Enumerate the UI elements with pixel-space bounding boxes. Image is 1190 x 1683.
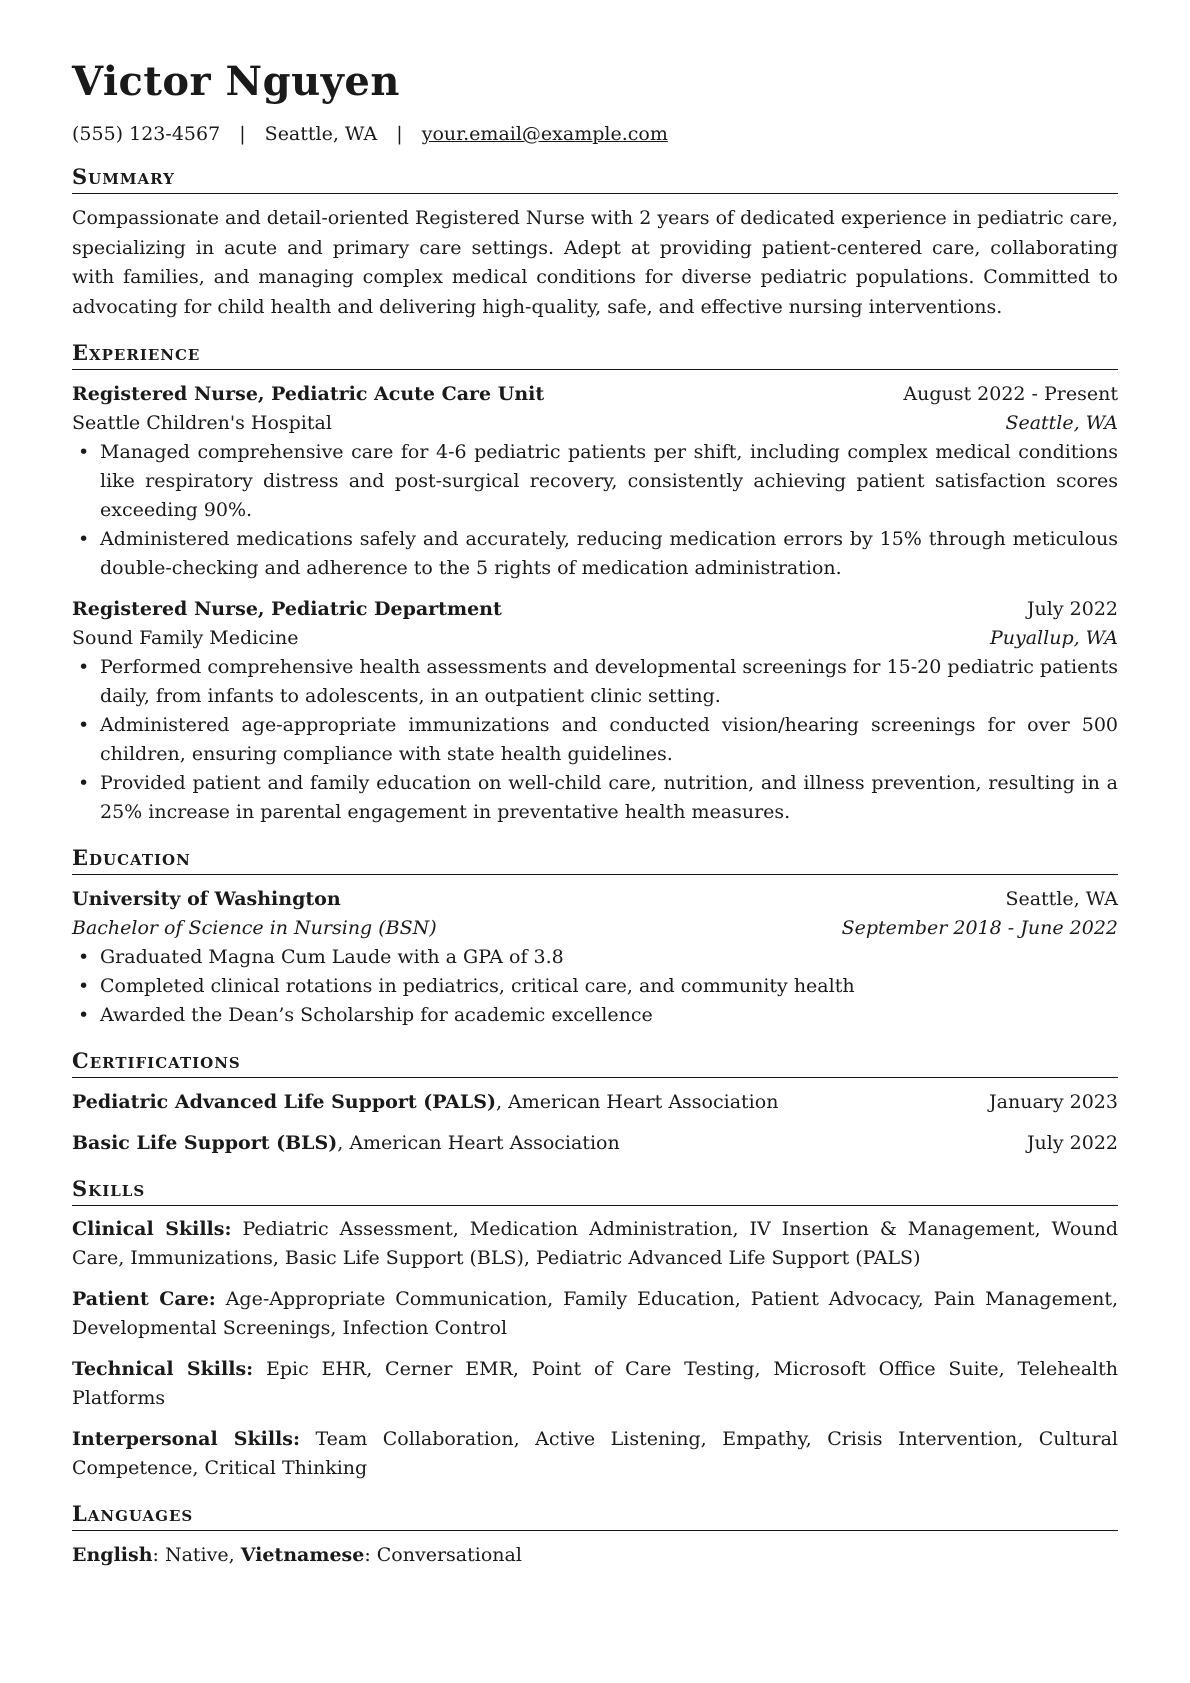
skill-group-text: Age-Appropriate Communication, Family Education, Patient Advocacy, Pain Management, Developmental Screenings, Infection Control [72, 1288, 1118, 1339]
certification-row [72, 1088, 1118, 1117]
language-name: Vietnamese [240, 1544, 365, 1566]
skill-group [72, 1355, 1118, 1413]
skill-group-label: Interpersonal Skills: [72, 1428, 300, 1450]
experience-entry [72, 595, 1118, 827]
section-title-certifications: Certifications [72, 1048, 1118, 1078]
skill-group [72, 1285, 1118, 1343]
education-bullets [72, 943, 1118, 1030]
school-name: University of Washington [72, 888, 341, 910]
list-item: • Administered age-appropriate immunizations and conducted vision/hearing screenings for over 500 children, ensuring compliance with state health guidelines. [72, 711, 1118, 769]
skill-group-label: Clinical Skills: [72, 1218, 232, 1240]
skill-group-label: Patient Care: [72, 1288, 216, 1310]
language-level: : Native [152, 1544, 229, 1566]
candidate-name: Victor Nguyen [72, 58, 400, 105]
language-level: : Conversational [364, 1544, 522, 1566]
job-location: Puyallup, WA [989, 627, 1118, 649]
languages-line [72, 1541, 1118, 1570]
certification-issuer: , American Heart Association [495, 1091, 779, 1113]
section-title-education: Education [72, 845, 1118, 875]
section-title-languages: Languages [72, 1501, 1118, 1531]
list-item: • Completed clinical rotations in pediatrics, critical care, and community health [72, 972, 1118, 1001]
section-title-experience: Experience [72, 340, 1118, 370]
contact-line [72, 122, 1118, 146]
skill-group-text: Epic EHR, Cerner EMR, Point of Care Testing, Microsoft Office Suite, Telehealth Platforms [72, 1358, 1118, 1409]
job-dates: August 2022 - Present [903, 383, 1118, 405]
job-employer: Seattle Children's Hospital [72, 412, 332, 434]
job-bullets [72, 438, 1118, 583]
skill-group-label: Technical Skills: [72, 1358, 254, 1380]
list-item: • Administered medications safely and accurately, reducing medication errors by 15% through meticulous double-checking and adherence to the 5 rights of medication administration. [72, 525, 1118, 583]
education-entry [72, 885, 1118, 1030]
job-role: Registered Nurse, Pediatric Department [72, 598, 502, 620]
summary-text: Compassionate and detail-oriented Registered Nurse with 2 years of dedicated experience in pediatric care, specializing in acute and primary care settings. Adept at providing patient-centered care, collaborating with families, and managing complex medical conditions for diverse pediatric populations. Committed to advocating for child health and delivering high-quality, safe, and effective nursing interventions. [72, 207, 1118, 318]
list-item: • Provided patient and family education on well-child care, nutrition, and illness prevention, resulting in a 25% increase in parental engagement in preventative health measures. [72, 769, 1118, 827]
contact-separator: | [239, 123, 246, 145]
job-location: Seattle, WA [1005, 412, 1118, 434]
email-link[interactable]: your.email@example.com [421, 123, 668, 145]
skill-group-text: Pediatric Assessment, Medication Administration, IV Insertion & Management, Wound Care, Immunizations, Basic Life Support (BLS), Pediatric Advanced Life Support (PALS) [72, 1218, 1118, 1269]
phone-number: (555) 123-4567 [72, 123, 221, 145]
education-dates: September 2018 - June 2022 [841, 917, 1118, 939]
certification-name: Pediatric Advanced Life Support (PALS) [72, 1091, 496, 1113]
certification-issuer: , American Heart Association [337, 1132, 620, 1154]
language-name: English [72, 1544, 153, 1566]
contact-separator: | [396, 123, 403, 145]
school-location: Seattle, WA [1005, 888, 1118, 910]
section-title-skills: Skills [72, 1176, 1118, 1206]
job-employer: Sound Family Medicine [72, 627, 299, 649]
skill-group [72, 1425, 1118, 1483]
job-role: Registered Nurse, Pediatric Acute Care Unit [72, 383, 545, 405]
skill-group [72, 1215, 1118, 1273]
list-item: • Graduated Magna Cum Laude with a GPA of 3.8 [72, 943, 1118, 972]
list-item: • Awarded the Dean’s Scholarship for academic excellence [72, 1001, 1118, 1030]
section-title-summary: Summary [72, 164, 1118, 194]
language-joiner: , [228, 1544, 241, 1566]
skill-group-text: Team Collaboration, Active Listening, Empathy, Crisis Intervention, Cultural Competence, Critical Thinking [72, 1428, 1118, 1479]
certification-row [72, 1129, 1118, 1158]
experience-entry [72, 380, 1118, 583]
degree: Bachelor of Science in Nursing (BSN) [72, 917, 437, 939]
certification-name: Basic Life Support (BLS) [72, 1132, 338, 1154]
job-bullets [72, 653, 1118, 827]
list-item: • Performed comprehensive health assessments and developmental screenings for 15-20 pediatric patients daily, from infants to adolescents, in an outpatient clinic setting. [72, 653, 1118, 711]
list-item: • Managed comprehensive care for 4-6 pediatric patients per shift, including complex medical conditions like respiratory distress and post-surgical recovery, consistently achieving patient satisfaction scores exceeding 90%. [72, 438, 1118, 525]
certification-date: January 2023 [989, 1091, 1118, 1113]
certification-date: July 2022 [1026, 1132, 1118, 1154]
job-dates: July 2022 [1026, 598, 1118, 620]
location: Seattle, WA [264, 123, 378, 145]
